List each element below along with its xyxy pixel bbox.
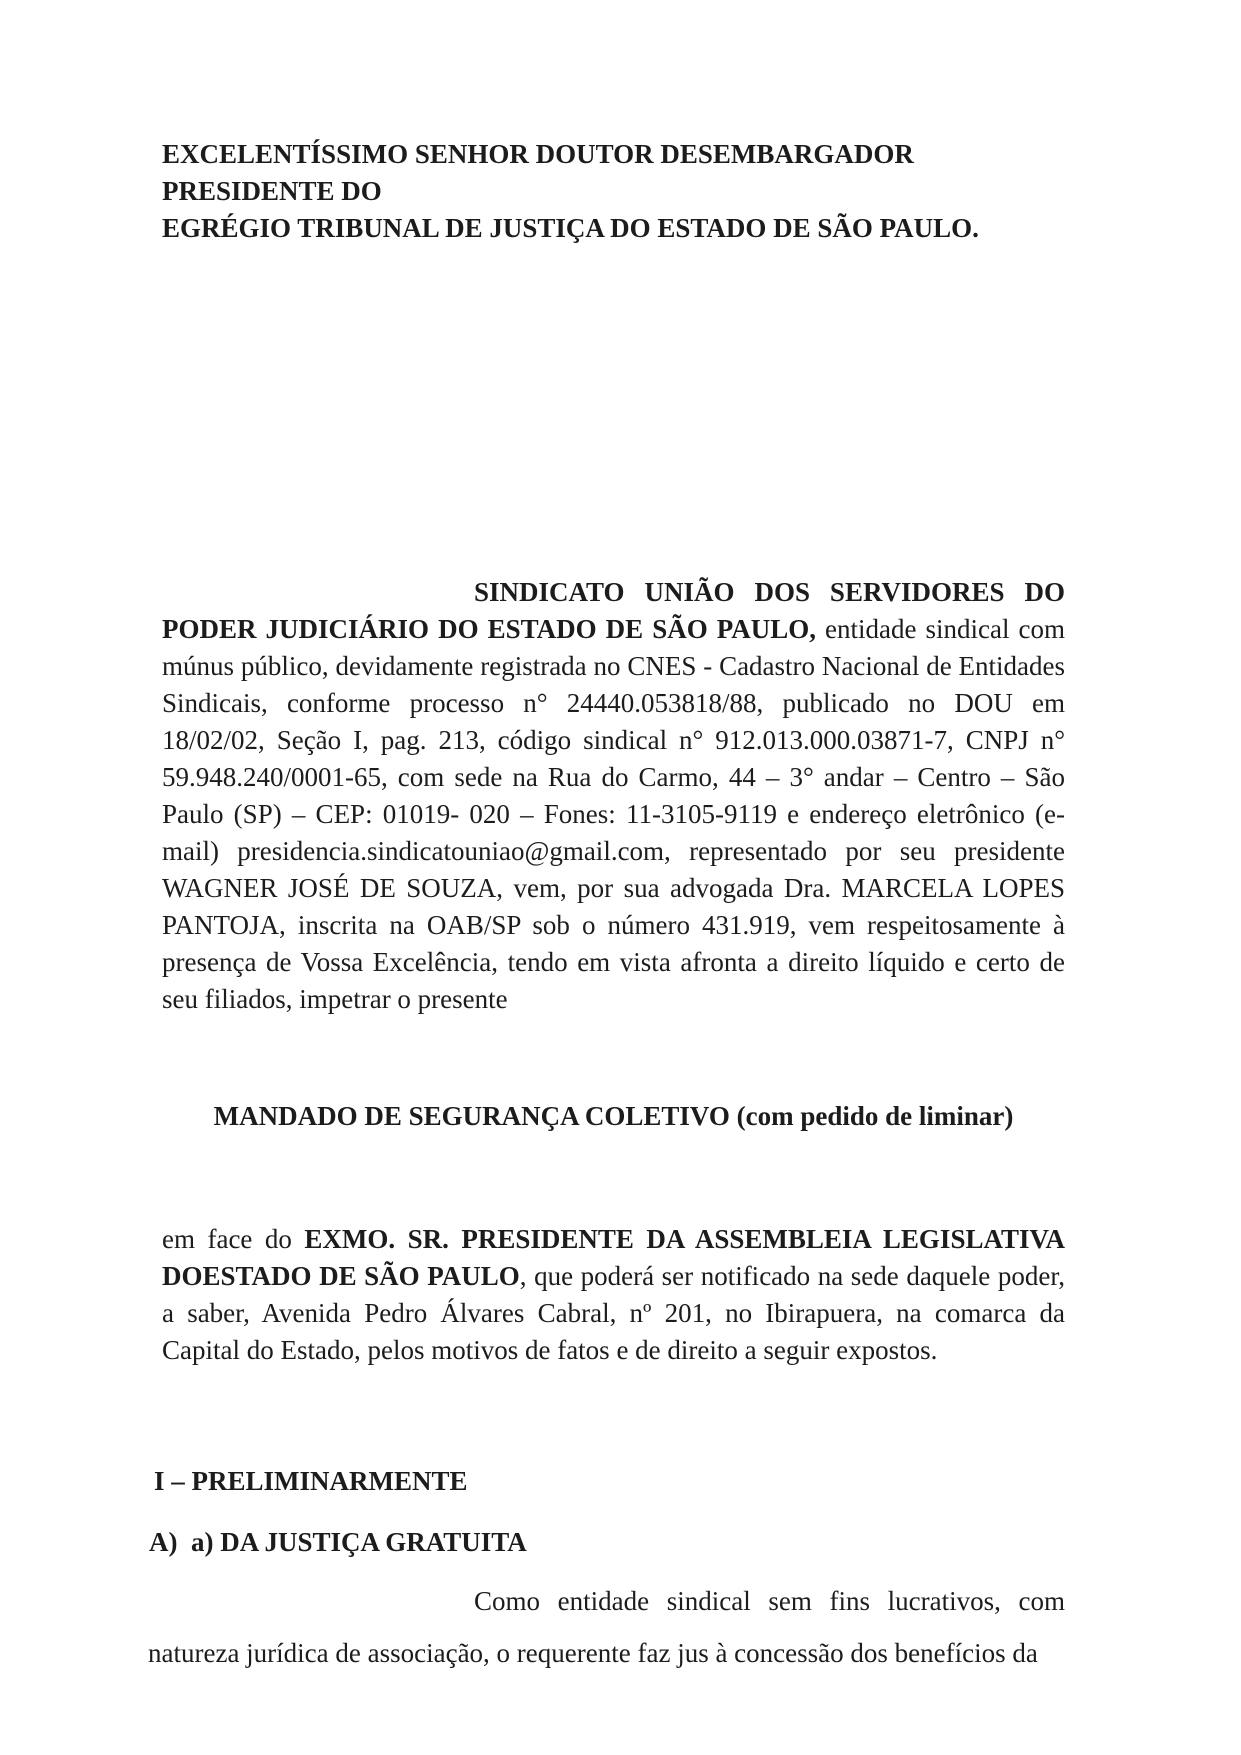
free-justice-paragraph: Como entidade sindical sem fins lucrativos, com natureza jurídica de associação, o requerente faz jus à concessão dos benefícios da	[148, 1586, 1065, 1668]
section-heading-preliminarmente: I – PRELIMINARMENTE	[154, 1466, 468, 1496]
doc-title	[162, 136, 1065, 247]
doc-title-line-1: EXCELENTÍSSIMO SENHOR DOUTOR DESEMBARGADOR PRESIDENTE DO	[162, 139, 914, 206]
petitioner-name-bold: SINDICATO UNIÃO DOS SERVIDORES DO PODER JUDICIÁRIO DO ESTADO DE SÃO PAULO,	[162, 577, 1065, 644]
respondent-paragraph	[162, 1221, 1065, 1369]
subsection-heading-justica-gratuita: A) a) DA JUSTIÇA GRATUITA	[149, 1527, 527, 1557]
respondent-body: , que poderá ser notificado na sede daquele poder, a saber, Avenida Pedro Álvares Cabral, nº 201, no Ibirapuera, na comarca da Capital do Estado, pelos motivos de fatos e de direito a seguir expostos.	[162, 1261, 1065, 1365]
respondent-lead: em face do	[162, 1224, 305, 1254]
writ-heading: MANDADO DE SEGURANÇA COLETIVO (com pedido de liminar)	[213, 1101, 1014, 1131]
respondent-name-bold: EXMO. SR. PRESIDENTE DA ASSEMBLEIA LEGISLATIVA DOESTADO DE SÃO PAULO	[162, 1224, 1065, 1291]
qualification-paragraph	[162, 574, 1065, 1018]
qualification-body: entidade sindical com múnus público, devidamente registrada no CNES - Cadastro Nacional de Entidades Sindicais, conforme processo n° 24440.053818/88, publicado no DOU em 18/02/02, Seção I, pag. 213, código sindical n° 912.013.000.03871-7, CNPJ n° 59.948.240/0001-65, com sede na Rua do Carmo, 44 – 3° andar – Centro – São Paulo (SP) – CEP: 01019- 020 – Fones: 11-3105-9119 e endereço eletrônico (e-mail) presidencia.sindicatouniao@gmail.com, representado por seu presidente WAGNER JOSÉ DE SOUZA, vem, por sua advogada Dra. MARCELA LOPES PANTOJA, inscrita na OAB/SP sob o número 431.919, vem respeitosamente à presença de Vossa Excelência, tendo em vista afronta a direito líquido e certo de seu filiados, impetrar o presente	[162, 614, 1065, 1014]
doc-title-line-2: EGRÉGIO TRIBUNAL DE JUSTIÇA DO ESTADO DE SÃO PAULO.	[162, 213, 979, 243]
